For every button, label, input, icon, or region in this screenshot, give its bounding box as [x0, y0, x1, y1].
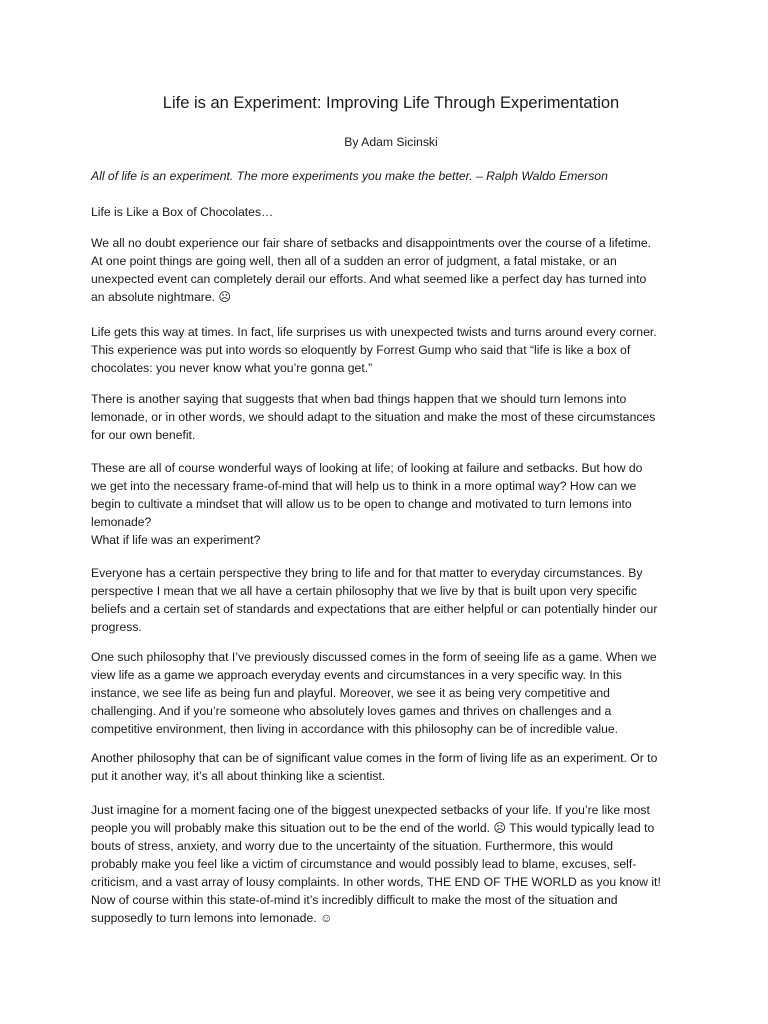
- paragraph-5: [91, 564, 691, 636]
- paragraph-4: [91, 459, 691, 549]
- text-line: instance, we see life as being fun and playful. Moreover, we see it as being very competitive and: [91, 686, 610, 700]
- section-heading: Life is Like a Box of Chocolates…: [91, 205, 274, 219]
- text-line: lemonade?: [91, 515, 152, 529]
- byline: By Adam Sicinski: [344, 135, 438, 149]
- text-line: Now of course within this state-of-mind it’s incredibly difficult to make the most of the situation and: [91, 893, 618, 907]
- text-line: chocolates: you never know what you’re gonna get.”: [91, 361, 373, 375]
- text-line: lemonade, or in other words, we should adapt to the situation and make the most of these circumstances: [91, 410, 656, 424]
- text-line: Just imagine for a moment facing one of the biggest unexpected setbacks of your life. If you’re like most: [91, 803, 650, 817]
- text-line: We all no doubt experience our fair share of setbacks and disappointments over the course of a lifetime.: [91, 236, 652, 250]
- text-line: beliefs and a certain set of standards and expectations that are either helpful or can potentially hinder our: [91, 602, 658, 616]
- text-line: for our own benefit.: [91, 428, 196, 442]
- text-line: an absolute nightmare. ☹: [91, 290, 232, 304]
- text-line: There is another saying that suggests that when bad things happen that we should turn lemons into: [91, 392, 627, 406]
- text-line: progress.: [91, 620, 142, 634]
- text-line: Life gets this way at times. In fact, life surprises us with unexpected twists and turns around every corner.: [91, 325, 657, 339]
- paragraph-3: [91, 390, 691, 444]
- text-line: One such philosophy that I’ve previously discussed comes in the form of seeing life as a game. When we: [91, 650, 657, 664]
- text-line: probably make you feel like a victim of circumstance and would possibly lead to blame, excuses, self-: [91, 857, 637, 871]
- text-line: These are all of course wonderful ways of looking at life; of looking at failure and setbacks. But how do: [91, 461, 643, 475]
- text-line: perspective I mean that we all have a certain philosophy that we live by that is built upon very specific: [91, 584, 638, 598]
- paragraph-2: [91, 323, 691, 377]
- text-line: This experience was put into words so eloquently by Forrest Gump who said that “life is like a box of: [91, 343, 631, 357]
- paragraph-7: [91, 749, 691, 785]
- paragraph-8: [91, 801, 691, 927]
- text-line: criticism, and a vast array of lousy complaints. In other words, THE END OF THE WORLD as you know it!: [91, 875, 661, 889]
- text-line: we get into the necessary frame-of-mind that will help us to think in a more optimal way? How can we: [91, 479, 637, 493]
- page-title: Life is an Experiment: Improving Life Through Experimentation: [162, 94, 620, 112]
- text-line: begin to cultivate a mindset that will allow us to be open to change and motivated to turn lemons into: [91, 497, 632, 511]
- text-line: Another philosophy that can be of significant value comes in the form of living life as an experiment. Or to: [91, 751, 658, 765]
- epigraph-quote: All of life is an experiment. The more experiments you make the better. – Ralph Waldo Emerson: [91, 169, 608, 183]
- text-line: unexpected event can completely derail our efforts. And what seemed like a perfect day has turned into: [91, 272, 647, 286]
- paragraph-1: [91, 234, 691, 306]
- text-line: At one point things are going well, then all of a sudden an error of judgment, a fatal mistake, or an: [91, 254, 617, 268]
- text-line: view life as a game we approach everyday events and circumstances in a very specific way. In this: [91, 668, 622, 682]
- text-line: Everyone has a certain perspective they bring to life and for that matter to everyday circumstances. By: [91, 566, 643, 580]
- text-line: supposedly to turn lemons into lemonade. ☺: [91, 911, 333, 925]
- paragraph-6: [91, 648, 691, 738]
- text-line: challenging. And if you’re someone who absolutely loves games and thrives on challenges and a: [91, 704, 612, 718]
- text-line: competitive environment, then living in accordance with this philosophy can be of incredible value.: [91, 722, 619, 736]
- text-line: What if life was an experiment?: [91, 533, 261, 547]
- text-line: put it another way, it’s all about thinking like a scientist.: [91, 769, 386, 783]
- text-line: bouts of stress, anxiety, and worry due to the uncertainty of the situation. Furthermore, this would: [91, 839, 614, 853]
- text-line: people you will probably make this situation out to be the end of the world. ☹ This would typically lead to: [91, 821, 655, 835]
